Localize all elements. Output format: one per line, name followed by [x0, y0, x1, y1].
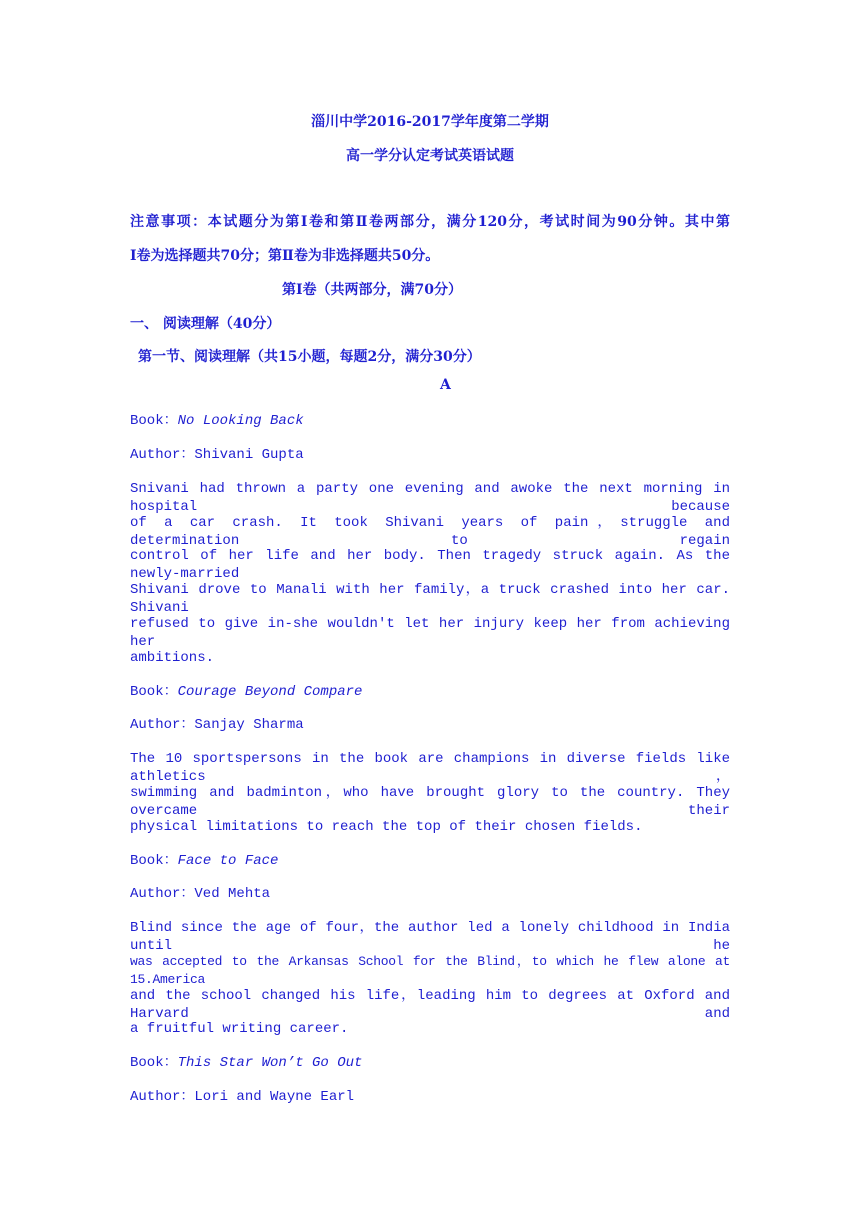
book-text-line: The 10 sportspersons in the book are champions in diverse fields like athletics，: [130, 751, 730, 785]
page-title-line1: 淄川中学2016-2017学年度第二学期: [311, 114, 549, 130]
book-text-line: ambitions.: [130, 650, 215, 666]
book-label: Book：: [130, 1055, 178, 1071]
book-author: Author：Lori and Wayne Earl: [130, 1089, 355, 1105]
book-title: Face to Face: [177, 853, 279, 869]
book-text-line: Shivani drove to Manali with her family，a truck crashed into her car. Shivani: [130, 582, 730, 616]
book-text-line: refused to give in-she wouldn't let her injury keep her from achieving her: [130, 616, 730, 650]
book-text-line: of a car crash. It took Shivani years of pain，struggle and determination to regain: [130, 515, 730, 549]
book-title: Courage Beyond Compare: [177, 684, 363, 700]
book-text-line: was accepted to the Arkansas School for the Blind，to which he flew alone at 15.America: [130, 954, 730, 987]
book-label: Book：: [130, 853, 178, 869]
book-label: Book：: [130, 413, 178, 429]
book-text-line: a fruitful writing career.: [130, 1021, 349, 1037]
page-title-line2: 高一学分认定考试英语试题: [346, 148, 514, 164]
book-title-line: [130, 1054, 362, 1072]
book-text-line: Blind since the age of four，the author led a lonely childhood in India until he: [130, 920, 730, 954]
book-title: No Looking Back: [177, 413, 304, 429]
book-title-line: [130, 852, 278, 870]
book-author: Author：Shivani Gupta: [130, 447, 304, 463]
book-text-line: physical limitations to reach the top of their chosen fields.: [130, 819, 643, 835]
part1-title: 第Ⅰ卷（共两部分，满70分）: [282, 282, 463, 298]
book-author: Author：Ved Mehta: [130, 886, 271, 902]
book-text-line: Snivani had thrown a party one evening and awoke the next morning in hospital because: [130, 481, 730, 515]
book-title-line: [130, 412, 304, 430]
book-text-line: and the school changed his life，leading him to degrees at Oxford and Harvard and: [130, 988, 730, 1022]
book-label: Book：: [130, 684, 178, 700]
book-title-line: [130, 683, 362, 701]
notice-line1: 注意事项：本试题分为第Ⅰ卷和第Ⅱ卷两部分，满分120分，考试时间为90分钟。其中第: [130, 214, 730, 230]
book-title: This Star Won’t Go Out: [177, 1055, 363, 1071]
passage-label: A: [440, 377, 451, 393]
section1-heading: 一、 阅读理解（40分）: [130, 316, 281, 332]
book-author: Author：Sanjay Sharma: [130, 717, 304, 733]
book-text-line: swimming and badminton，who have brought glory to the country. They overcame their: [130, 785, 730, 819]
subsection1-heading: 第一节、阅读理解（共15小题，每题2分，满分30分）: [138, 349, 481, 365]
notice-line2: Ⅰ卷为选择题共70分；第Ⅱ卷为非选择题共50分。: [130, 248, 440, 264]
book-text-line: control of her life and her body. Then tragedy struck again. As the newly-married: [130, 548, 730, 582]
